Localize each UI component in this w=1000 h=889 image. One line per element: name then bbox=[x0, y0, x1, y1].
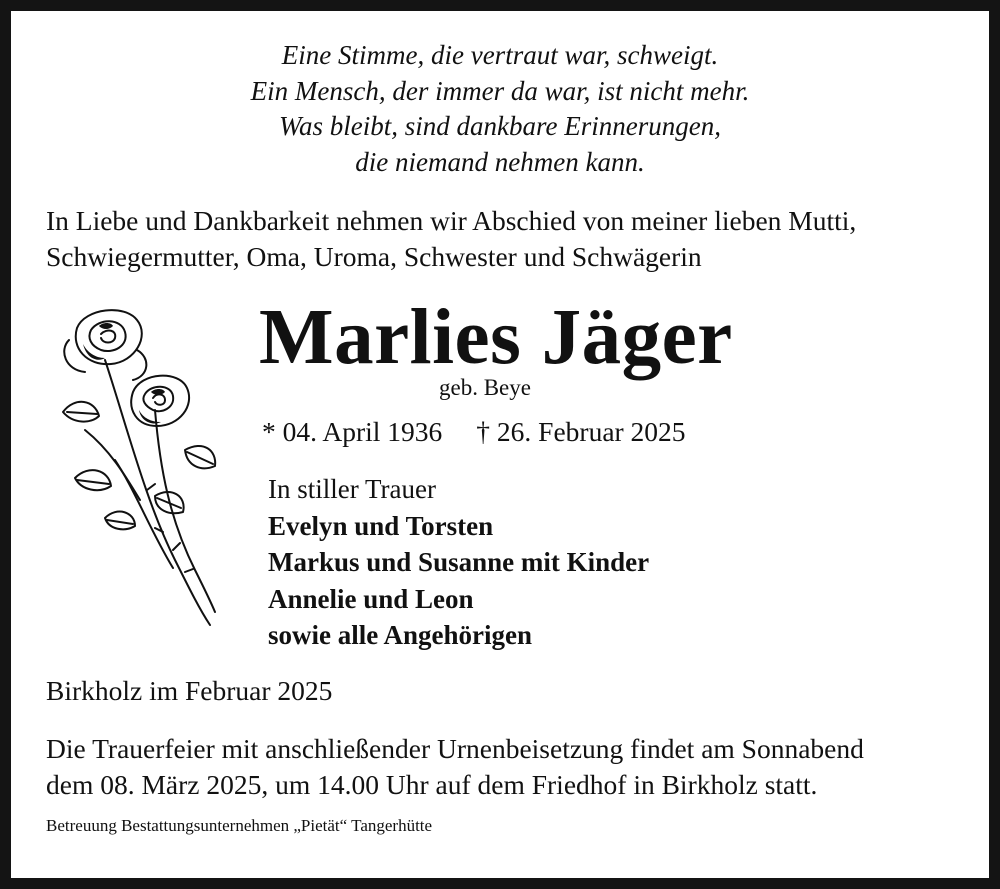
intro-line: In Liebe und Dankbarkeit nehmen wir Abschied von meiner lieben Mutti, bbox=[46, 205, 857, 236]
poem-line: die niemand nehmen kann. bbox=[355, 146, 645, 177]
life-dates bbox=[262, 414, 686, 450]
poem-line: Ein Mensch, der immer da war, ist nicht mehr. bbox=[250, 75, 750, 106]
death-date: † 26. Februar 2025 bbox=[476, 416, 686, 447]
service-line: dem 08. März 2025, um 14.00 Uhr auf dem Friedhof in Birkholz statt. bbox=[46, 769, 818, 800]
deceased-name: Marlies Jäger bbox=[259, 294, 733, 381]
mourner-name: Evelyn und Torsten bbox=[268, 510, 494, 541]
undertaker-credit: Betreuung Bestattungsunternehmen „Pietät“ Tangerhütte bbox=[46, 816, 433, 835]
birth-date: * 04. April 1936 bbox=[262, 416, 443, 447]
poem-line: Eine Stimme, die vertraut war, schweigt. bbox=[281, 40, 719, 70]
poem bbox=[0, 38, 1000, 180]
mourners-heading: In stiller Trauer bbox=[268, 474, 436, 504]
service-line: Die Trauerfeier mit anschließender Urnenbeisetzung findet am Sonnabend bbox=[46, 733, 864, 764]
mourner-name: sowie alle Angehörigen bbox=[268, 620, 532, 650]
poem-line: Was bleibt, sind dankbare Erinnerungen, bbox=[279, 111, 721, 141]
mourners-block bbox=[268, 471, 649, 654]
intro-line: Schwiegermutter, Oma, Uroma, Schwester und Schwägerin bbox=[46, 241, 702, 272]
place-and-date: Birkholz im Februar 2025 bbox=[46, 675, 333, 706]
birth-name: geb. Beye bbox=[439, 375, 531, 400]
mourner-name: Markus und Susanne mit Kinder bbox=[268, 547, 650, 577]
farewell-intro bbox=[46, 203, 976, 275]
mourner-name: Annelie und Leon bbox=[268, 583, 474, 614]
roses-icon bbox=[55, 300, 230, 635]
funeral-service-info bbox=[46, 731, 976, 803]
